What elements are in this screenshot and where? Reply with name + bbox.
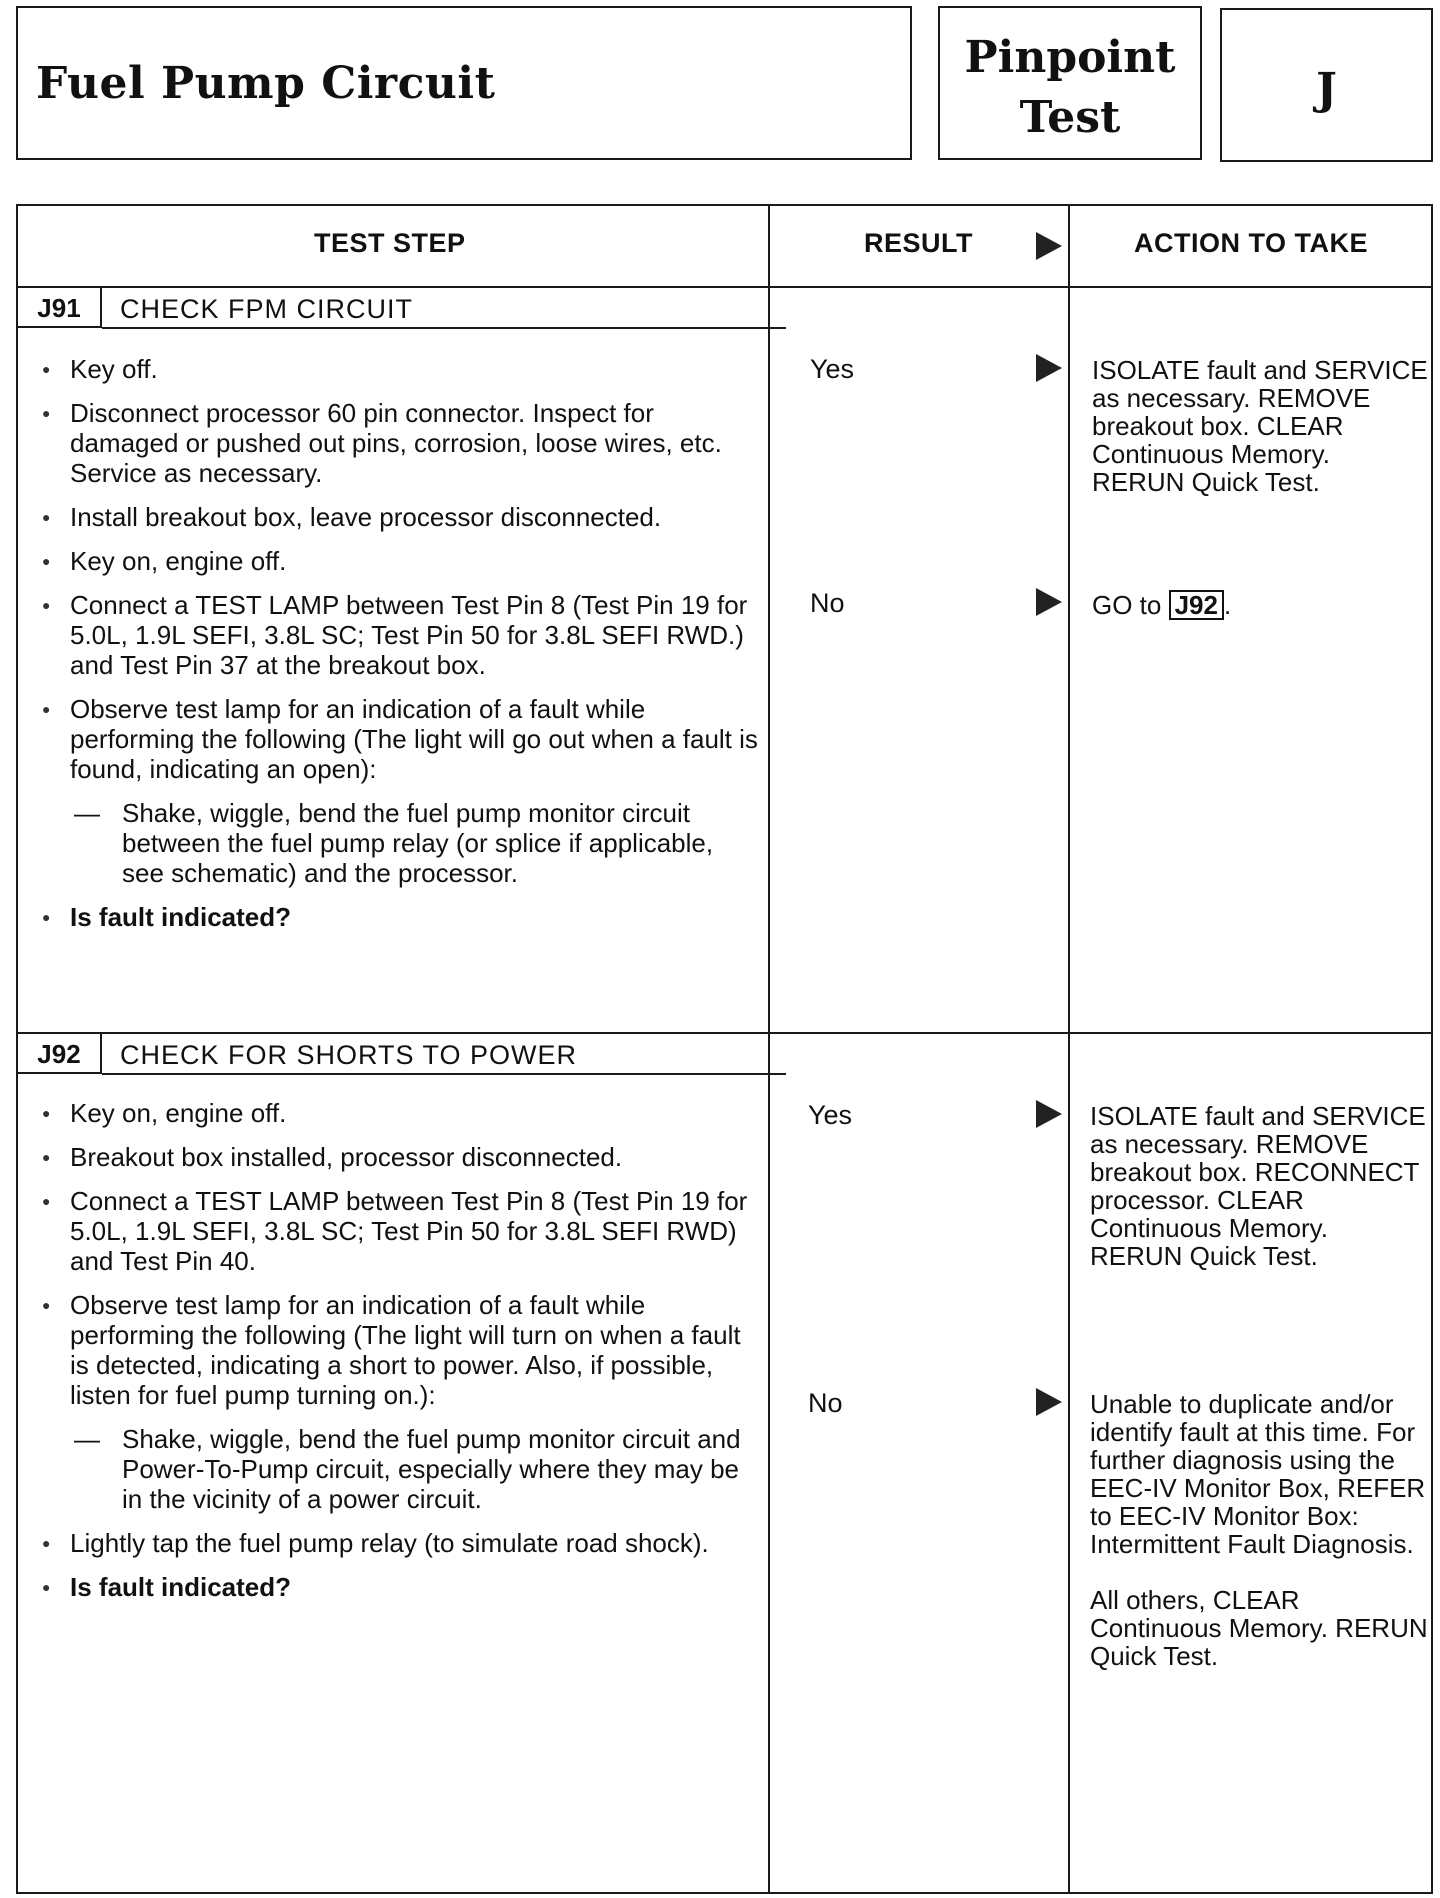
header-rule	[18, 286, 1433, 288]
j92-action-yes	[1090, 1102, 1430, 1270]
col-action: ACTION TO TAKE	[1134, 228, 1368, 258]
step-id-j91: J91	[18, 288, 102, 328]
j91-action-no	[1092, 590, 1432, 620]
j91-action-yes-text: ISOLATE fault and SERVICE as necessary. REMOVE breakout box. CLEAR Continuous Memory.	[1092, 355, 1428, 469]
go-to-label: GO to	[1092, 590, 1162, 620]
step-title-j92: CHECK FOR SHORTS TO POWER	[120, 1040, 578, 1070]
pinpoint-table	[16, 204, 1433, 1894]
j92-step-list	[38, 1098, 758, 1616]
col-test-step: TEST STEP	[314, 228, 466, 258]
column-divider-2	[1068, 206, 1070, 1894]
test-label: Test	[1019, 92, 1121, 143]
page-title: Fuel Pump Circuit	[36, 58, 496, 109]
list-item: ● Key on, engine off.	[38, 546, 758, 576]
test-letter-box	[1220, 8, 1433, 162]
go-to-period: .	[1223, 590, 1232, 620]
list-item: ● Breakout box installed, processor disconnected.	[38, 1142, 758, 1172]
go-to-j92-ref[interactable]: J92	[1169, 590, 1224, 620]
j92-yes-arrow-icon	[1036, 1100, 1062, 1128]
list-item: — Shake, wiggle, bend the fuel pump monitor circuit and Power-To-Pump circuit, especially where they may be in the vicinity of a power circuit.	[38, 1424, 758, 1514]
list-item-question: ● Is fault indicated?	[38, 1572, 758, 1602]
j91-step-list	[38, 354, 758, 946]
list-item: — Shake, wiggle, bend the fuel pump monitor circuit between the fuel pump relay (or splice if applicable, see schematic) and the processor.	[38, 798, 758, 888]
column-divider-1	[768, 206, 770, 1894]
step-title-rule-j92	[102, 1073, 786, 1075]
result-arrow-icon	[1036, 232, 1062, 260]
list-item: ● Observe test lamp for an indication of a fault while performing the following (The light will turn on when a fault is detected, indicating a short to power. Also, if possible, listen for fuel pump turning on.):	[38, 1290, 758, 1410]
j91-action-yes-rerun: RERUN Quick Test.	[1092, 467, 1320, 497]
j92-action-no-others: All others, CLEAR Continuous Memory. RERUN Quick Test.	[1090, 1585, 1428, 1671]
pinpoint-test-box	[938, 6, 1202, 160]
j92-result-no: No	[808, 1388, 843, 1418]
list-item: ● Connect a TEST LAMP between Test Pin 8 (Test Pin 19 for 5.0L, 1.9L SEFI, 3.8L SC; Test Pin 50 for 3.8L SEFI RWD) and Test Pin 40.	[38, 1186, 758, 1276]
j92-action-yes-text: ISOLATE fault and SERVICE as necessary. REMOVE breakout box. RECONNECT processor. CLEAR Continuous Memory.	[1090, 1101, 1426, 1243]
list-item: ● Observe test lamp for an indication of a fault while performing the following (The light will go out when a fault is found, indicating an open):	[38, 694, 758, 784]
j91-result-no: No	[810, 588, 845, 618]
list-item-question: ● Is fault indicated?	[38, 902, 758, 932]
list-item: ● Lightly tap the fuel pump relay (to simulate road shock).	[38, 1528, 758, 1558]
j91-result-yes: Yes	[810, 354, 855, 384]
j91-yes-arrow-icon	[1036, 354, 1062, 382]
step-divider	[18, 1032, 1433, 1034]
list-item: ● Connect a TEST LAMP between Test Pin 8 (Test Pin 19 for 5.0L, 1.9L SEFI, 3.8L SC; Test Pin 50 for 3.8L SEFI RWD.) and Test Pin 37 at the breakout box.	[38, 590, 758, 680]
j92-result-yes: Yes	[808, 1100, 853, 1130]
j92-action-no-text: Unable to duplicate and/or identify fault at this time. For further diagnosis using the EEC-IV Monitor Box, REFER to EEC-IV Monitor Box: Intermittent Fault Diagnosis.	[1090, 1389, 1426, 1559]
list-item: ● Install breakout box, leave processor disconnected.	[38, 502, 758, 532]
j92-action-yes-rerun: RERUN Quick Test.	[1090, 1241, 1318, 1271]
step-id-j92: J92	[18, 1034, 102, 1074]
col-result: RESULT	[864, 228, 973, 258]
step-title-j91: CHECK FPM CIRCUIT	[120, 294, 413, 324]
list-item: ● Disconnect processor 60 pin connector. Inspect for damaged or pushed out pins, corrosion, loose wires, etc. Service as necessary.	[38, 398, 758, 488]
j92-no-arrow-icon	[1036, 1388, 1062, 1416]
j91-no-arrow-icon	[1036, 588, 1062, 616]
test-letter: J	[1316, 64, 1337, 115]
step-title-rule-j91	[102, 327, 786, 329]
j92-action-no	[1090, 1390, 1430, 1670]
header-title-box	[16, 6, 912, 160]
list-item: ● Key off.	[38, 354, 758, 384]
list-item: ● Key on, engine off.	[38, 1098, 758, 1128]
pinpoint-label: Pinpoint	[964, 32, 1176, 83]
j91-action-yes	[1092, 356, 1432, 496]
